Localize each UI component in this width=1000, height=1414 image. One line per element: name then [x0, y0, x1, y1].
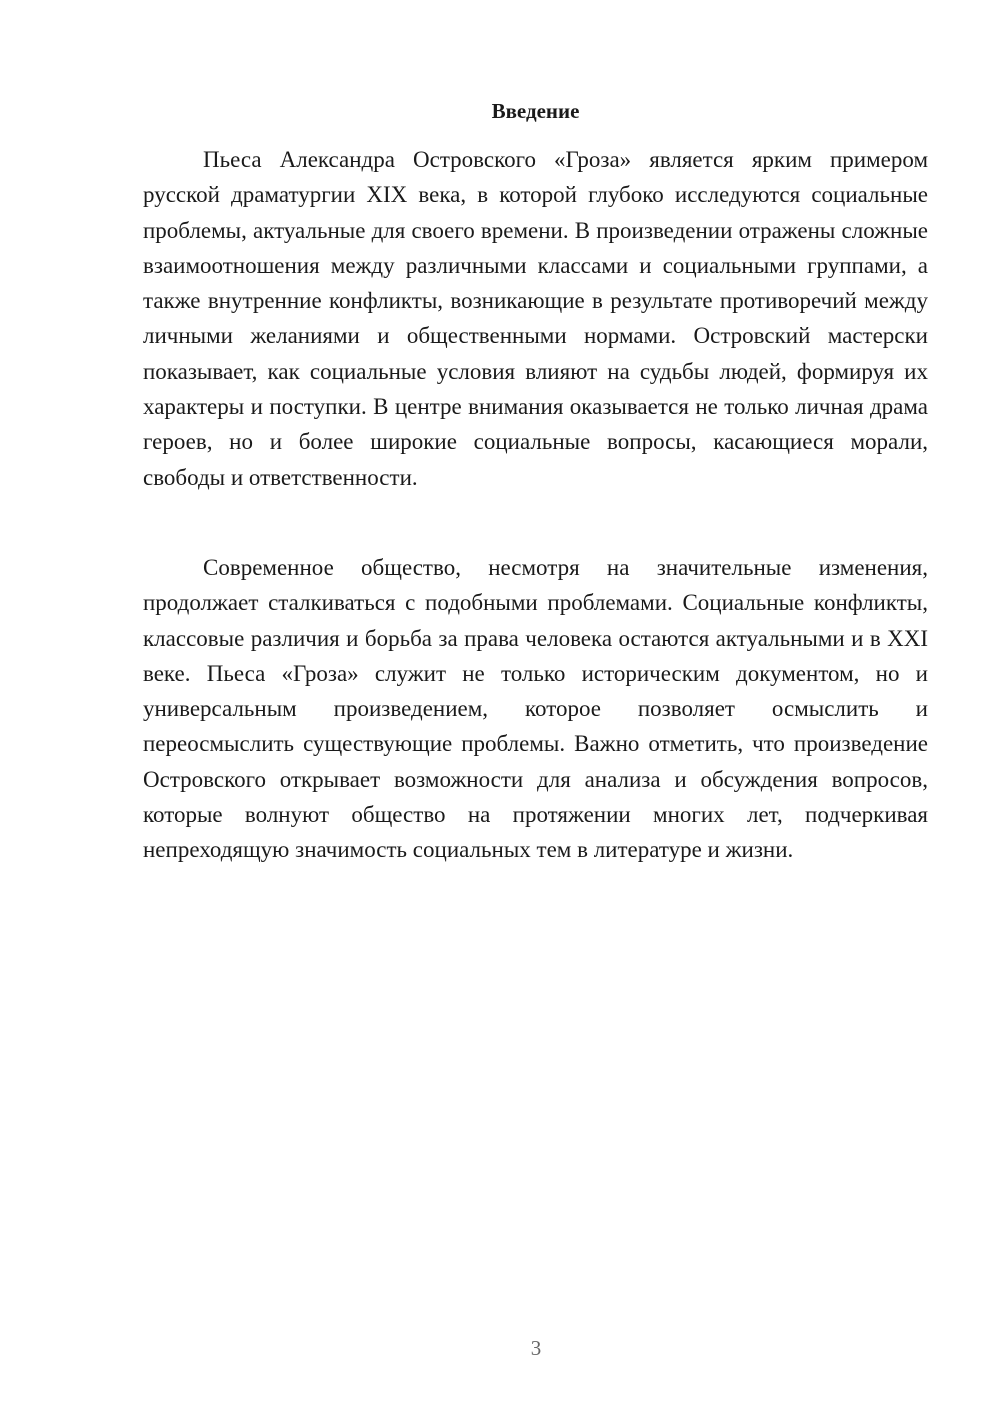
paragraph-1: Пьеса Александра Островского «Гроза» является ярким примером русской драматургии XIX века, в которой глубоко исследуются социальные проблемы, актуальные для своего времени. В произведении отражены сложные взаимоотношения между различными классами и социальными группами, а также внутренние конфликты, возникающие в результате противоречий между личными желаниями и общественными нормами. Островский мастерски показывает, как социальные условия влияют на судьбы людей, формируя их характеры и поступки. В центре внимания оказывается не только личная драма героев, но и более широкие социальные вопросы, касающиеся морали, свободы и ответственности. [143, 147, 928, 490]
page-number: 3 [530, 1336, 542, 1360]
section-heading: Введение [491, 99, 580, 123]
paragraph-2: Современное общество, несмотря на значительные изменения, продолжает сталкиваться с подобными проблемами. Социальные конфликты, классовые различия и борьба за права человека остаются актуальными и в XXI веке. Пьеса «Гроза» служит не только историческим документом, но и универсальным произведением, которое позволяет осмыслить и переосмыслить существующие проблемы. Важно отметить, что произведение Островского открывает возможности для анализа и обсуждения вопросов, которые волнуют общество на протяжении многих лет, подчеркивая непреходящую значимость социальных тем в литературе и жизни. [143, 555, 928, 863]
